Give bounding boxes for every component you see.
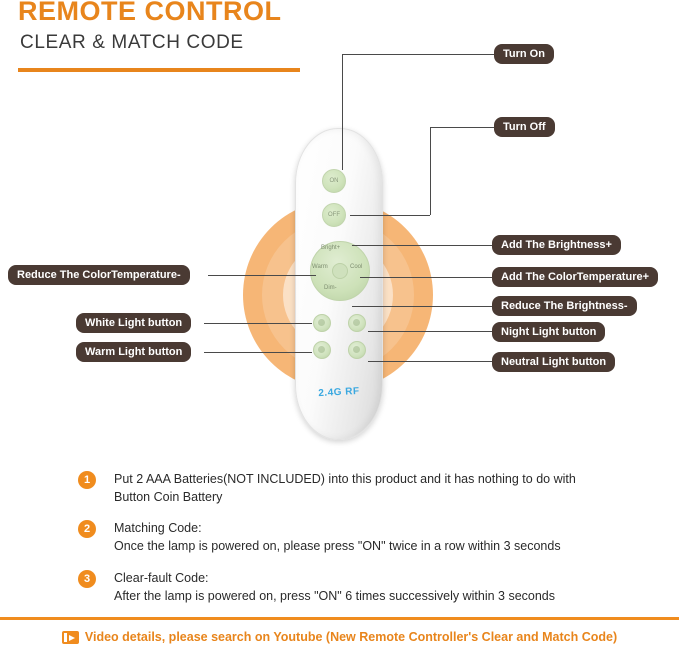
neutral-light-button[interactable] [348,341,366,359]
callout-warm-light: Warm Light button [76,342,191,362]
page-subtitle: CLEAR & MATCH CODE [20,32,244,53]
callout-reduce-color-temperature: Reduce The ColorTemperature- [8,265,190,285]
list-item [78,519,658,555]
leader-reduce-color-temperature [208,275,316,276]
callout-night-light: Night Light button [492,322,605,342]
step-number: 1 [78,471,96,489]
footer-divider [0,617,679,620]
page-title: REMOTE CONTROL [18,0,282,26]
leader-turn-off-to-button [350,215,430,216]
step-line-2: Once the lamp is powered on, please press "ON" twice in a row within 3 seconds [114,539,561,554]
step-line-2: After the lamp is powered on, press "ON" 6 times successively within 3 seconds [114,588,556,603]
warm-label[interactable]: Warm [312,264,328,270]
leader-turn-on-horizontal [342,54,494,55]
warm-light-icon [318,346,325,353]
dim-down-label[interactable]: Dim- [324,285,337,291]
instruction-steps [78,470,658,618]
off-button[interactable]: OFF [322,203,346,227]
list-item [78,470,658,506]
remote-body [295,128,383,440]
night-light-button[interactable] [348,314,366,332]
callout-turn-off: Turn Off [494,117,555,137]
step-number: 3 [78,570,96,588]
step-line-2: Button Coin Battery [114,490,223,505]
leader-night-light [368,331,492,332]
leader-turn-on-vertical [342,54,343,170]
step-number: 2 [78,520,96,538]
callout-turn-on: Turn On [494,44,554,64]
leader-add-brightness [352,245,492,246]
callout-add-brightness: Add The Brightness+ [492,235,621,255]
leader-neutral-light [368,361,492,362]
header-divider [18,68,300,72]
white-light-icon [318,319,325,326]
step-line-1: Put 2 AAA Batteries(NOT INCLUDED) into this product and it has nothing to do with [114,472,576,486]
leader-reduce-brightness [352,306,492,307]
leader-white-light [204,323,312,324]
step-text [114,519,658,555]
step-line-1: Matching Code: [114,521,202,536]
step-text [114,569,658,605]
video-icon [62,631,79,644]
callout-white-light: White Light button [76,313,191,333]
white-light-button[interactable] [313,314,331,332]
callout-add-color-temperature: Add The ColorTemperature+ [492,267,658,287]
callout-reduce-brightness: Reduce The Brightness- [492,296,637,316]
footer-note [0,630,679,644]
on-button[interactable]: ON [322,169,346,193]
neutral-light-icon [353,346,360,353]
step-text [114,470,658,506]
bright-up-label[interactable]: Bright+ [321,245,341,251]
leader-turn-off-vertical [430,127,431,215]
moon-icon [353,319,360,326]
leader-add-color-temperature [360,277,492,278]
footer-text: Video details, please search on Youtube (New Remote Controller's Clear and Match Code) [84,630,618,644]
dpad-center[interactable] [332,263,348,279]
callout-neutral-light: Neutral Light button [492,352,615,372]
step-line-1: Clear-fault Code: [114,570,209,585]
cool-label[interactable]: Cool [350,264,363,270]
leader-turn-off-horizontal [430,127,494,128]
brand-label: 2.4G RF [318,385,360,400]
leader-warm-light [204,352,312,353]
list-item [78,569,658,605]
warm-light-button[interactable] [313,341,331,359]
